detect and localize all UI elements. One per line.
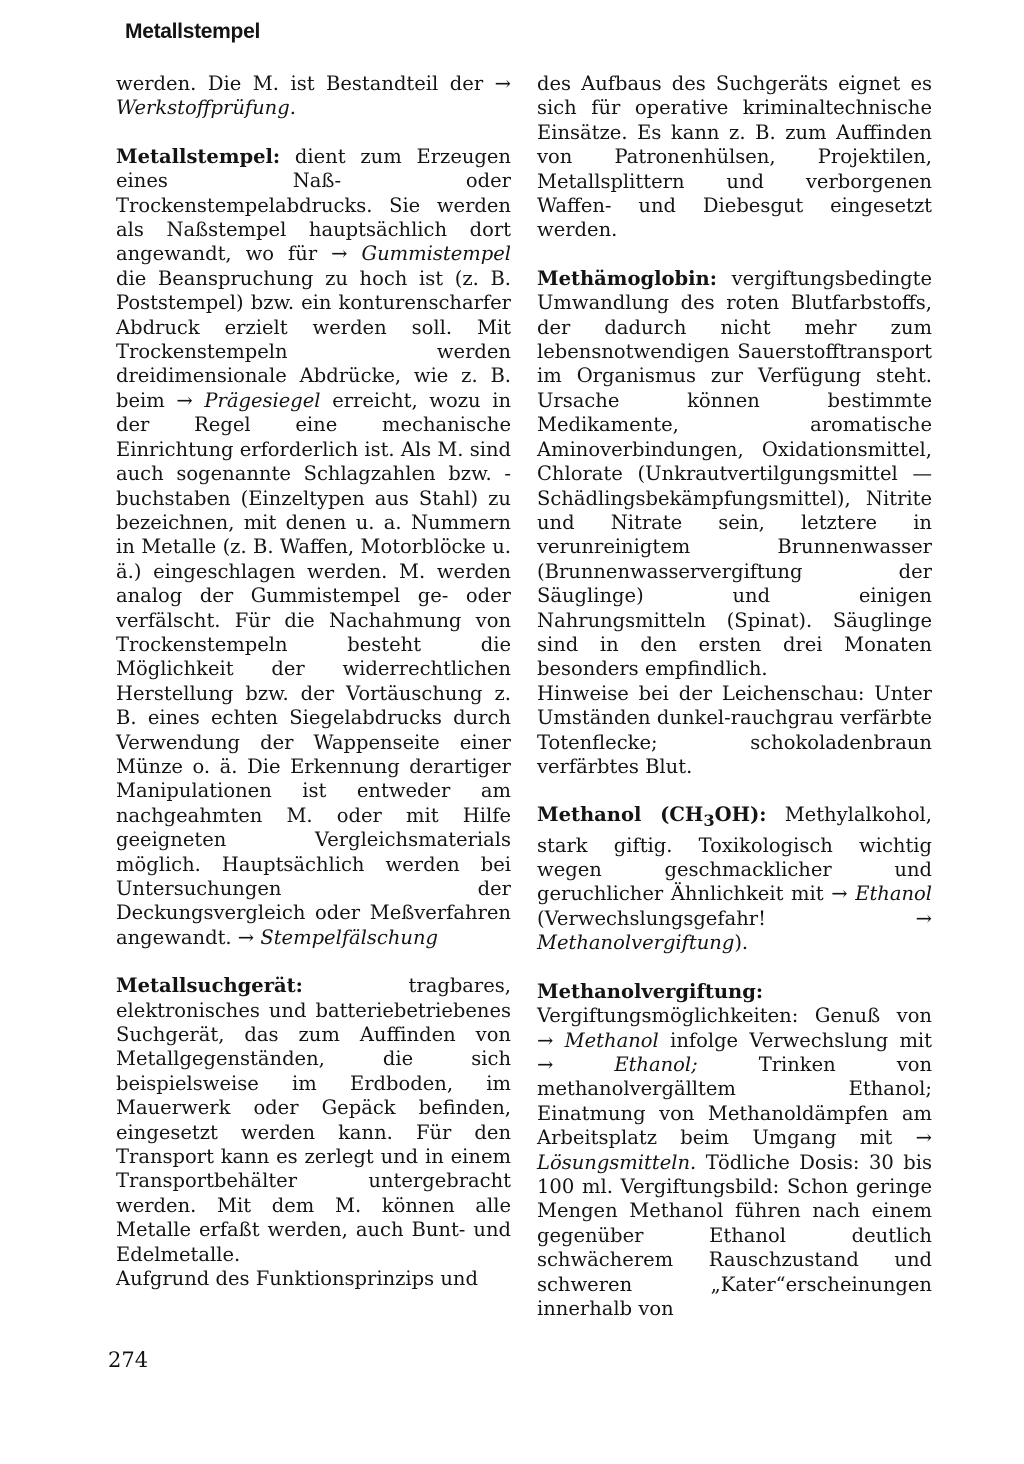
entry-term: Methanol $(CH_3OH)$: [537,803,767,831]
left-column [116,72,511,1292]
page-number: 274 [108,1348,149,1372]
cross-reference[interactable]: Lösungsmitteln. [537,1150,697,1174]
entry-methaemoglobin: Methämoglobin: vergiftungsbedingte Umwandlung des roten Blutfarbstoffs, der dadurch nicht mehr zum lebensnotwendigen Sauerstofftransport im Organismus zur Verfügung steht. Ursache können bestimmte Medikamente, aromatische Aminoverbindungen, Oxidationsmittel, Chlorate (Unkrautvertilgungsmittel — Schädlingsbekämpfungsmittel), Nitrite und Nitrate sein, letztere in verunreinigtem Brunnenwasser (Brunnenwasservergiftung der Säuglinge) und einigen Nahrungsmitteln (Spinat). Säuglinge sind in den ersten drei Monaten besonders empfindlich. [537,266,932,681]
continued-paragraph: des Aufbaus des Suchgeräts eignet es sich für operative kriminaltechnische Einsätze. Es kann z. B. zum Auffinden von Patronenhülsen, Projektilen, Metallsplittern und verborgenen Waffen- und Diebesgut eingesetzt werden. [537,72,932,242]
entry-term: Methanolvergiftung: [537,979,764,1003]
entry-methanolvergiftung: Methanolvergiftung: Vergiftungsmöglichkeiten: Genuß von → Methanol infolge Verwechslung mit → Ethanol; Trinken von methanolvergälltem Ethanol; Einatmung von Methanoldämpfen am Arbeitsplatz beim Umgang mit → Lösungsmitteln. Tödliche Dosis: 30 bis 100 ml. Vergiftungsbild: Schon geringe Mengen Methanol führen nach einem gegenüber Ethanol deutlich schwächerem Rauschzustand und schweren „Kater“erscheinungen innerhalb von [537,979,933,1320]
entry-term: Metallstempel: [116,144,281,168]
entry-metallsuchgeraet-continued: Aufgrund des Funktionsprinzips und [116,1267,478,1291]
continued-paragraph: werden. Die M. ist Bestandteil der → Werkstoffprüfung. [116,72,511,120]
running-header: Metallstempel [125,20,260,43]
entry-metallsuchgeraet: Metallsuchgerät: tragbares, elektronisches und batteriebetriebenes Suchgerät, das zum Auffinden von Metallgegenständen, die sich beispielsweise im Erdboden, im Mauerwerk oder Gepäck befinden, eingesetzt werden kann. Für den Transport kann es zerlegt und in einem Transportbehälter untergebracht werden. Mit dem M. können alle Metalle erfaßt werden, auch Bunt- und Edelmetalle. [116,974,511,1266]
cross-reference[interactable]: Methanolvergiftung [537,931,735,955]
entry-metallstempel: Metallstempel: dient zum Erzeugen eines Naß- oder Trockenstempelabdrucks. Sie werden als Naßstempel hauptsächlich dort angewandt, wo für → Gummistempel die Beanspruchung zu hoch ist (z. B. Poststempel) bzw. ein konturenscharfer Abdruck erzielt werden soll. Mit Trockenstempeln werden dreidimensionale Abdrücke, wie z. B. beim → Prägesiegel erreicht, wozu in der Regel eine mechanische Einrichtung erforderlich ist. Als M. sind auch sogenannte Schlagzahlen bzw. -buchstaben (Einzeltypen aus Stahl) zu bezeichnen, mit denen u. a. Nummern in Metalle (z. B. Waffen, Motorblöcke u. ä.) eingeschlagen werden. M. werden analog der Gummistempel ge- oder verfälscht. Für die Nachahmung von Trockenstempeln besteht die Möglichkeit der widerrechtlichen Herstellung bzw. der Vortäuschung z. B. eines echten Siegelabdrucks durch Verwendung der Wappenseite einer Münze o. ä. Die Erkennung derartiger Manipulationen ist entweder am nachgeahmten M. oder mit Hilfe geeigneten Vergleichsmaterials möglich. Hauptsächlich werden bei Untersuchungen der Deckungsvergleich oder Meßverfahren angewandt. → Stempelfälschung [116,144,512,949]
cross-reference[interactable]: Stempelfälschung [260,925,438,949]
cross-reference[interactable]: Prägesiegel [204,388,321,412]
cross-reference[interactable]: Werkstoffprüfung. [116,96,296,120]
cross-reference[interactable]: Ethanol [855,882,933,906]
cross-reference[interactable]: Methanol [564,1028,659,1052]
entry-term: Metallsuchgerät: [116,974,303,998]
entry-methanol: Methanol $(CH_3OH)$: Methylalkohol, stark giftig. Toxikologisch wichtig wegen geschmacklicher und geruchlicher Ähnlichkeit mit → Ethanol (Verwechslungsgefahr! → Methanolvergiftung). [537,803,933,955]
right-column [537,72,932,1321]
cross-reference[interactable]: Gummistempel [361,242,511,266]
cross-reference[interactable]: Ethanol; [614,1052,698,1076]
entry-term: Methämoglobin: [537,266,717,290]
entry-methaemoglobin-note: Hinweise bei der Leichenschau: Unter Umständen dunkel-rauchgrau verfärbte Totenflecke; schokoladenbraun verfärbtes Blut. [537,681,932,778]
